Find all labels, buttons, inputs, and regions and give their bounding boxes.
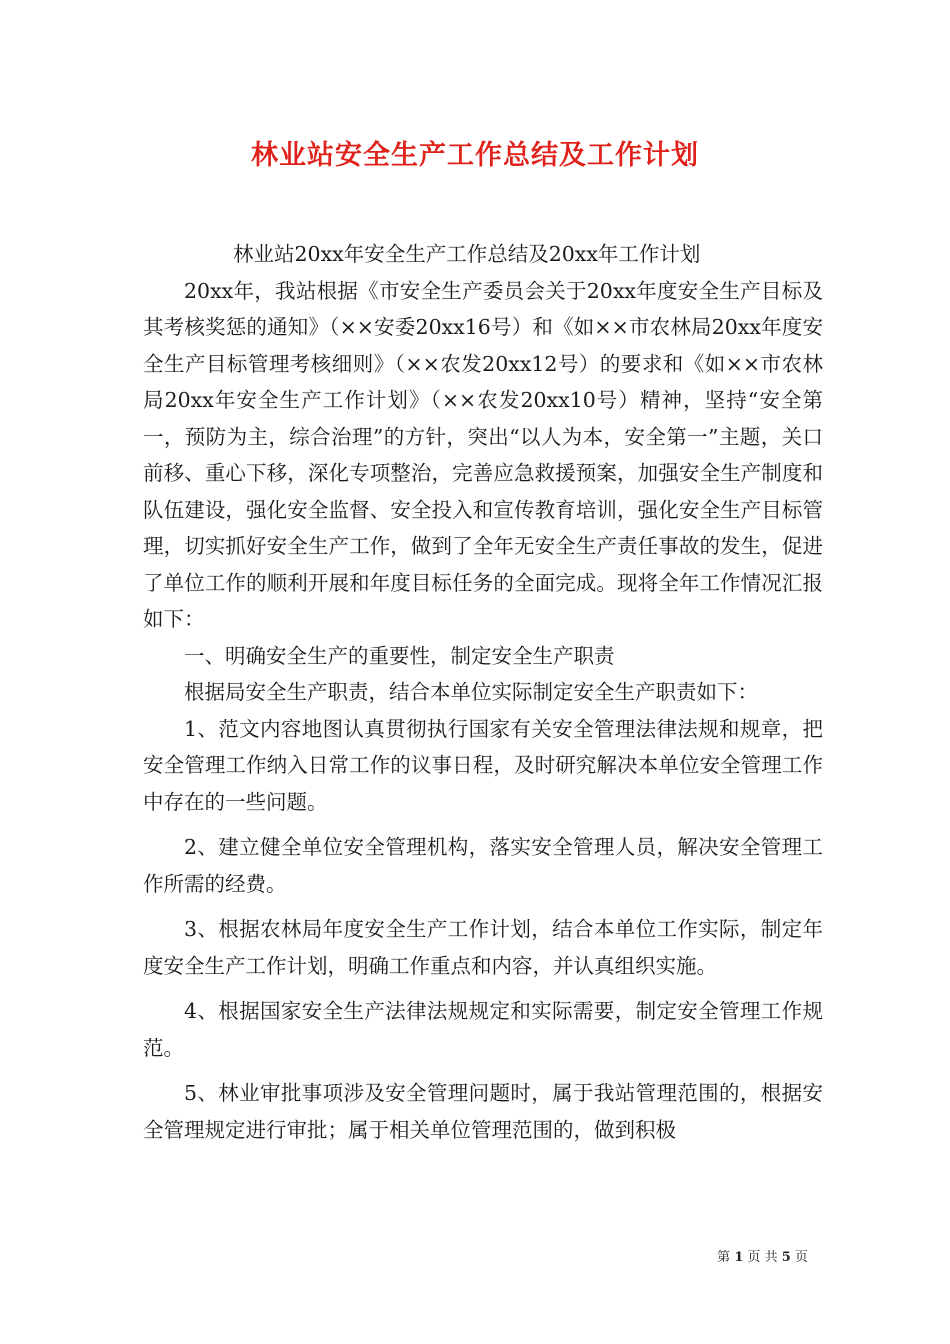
page-number-footer (717, 1246, 808, 1265)
document-subtitle: 林业站20xx年安全生产工作总结及20xx年工作计划 (233, 242, 701, 266)
paragraph: 根据局安全生产职责，结合本单位实际制定安全生产职责如下： (184, 680, 758, 704)
document-body (143, 236, 823, 1148)
section-heading: 一、明确安全生产的重要性，制定安全生产职责 (184, 643, 615, 668)
list-item: 4、根据国家安全生产法律法规规定和实际需要，制定安全管理工作规范。 (143, 999, 823, 1060)
paragraph-intro: 20xx年，我站根据《市安全生产委员会关于20xx年度安全生产目标及其考核奖惩的通知》（××安委20xx16号）和《如××市农林局20xx年度安全生产目标管理考核细则》（××农发20xx12号）的要求和《如××市农林局20xx年安全生产工作计划》（××农发20xx10号）精神，坚持“安全第一，预防为主，综合治理”的方针，突出“以人为本，安全第一”主题，关口前移、重心下移，深化专项整治，完善应急救援预案，加强安全生产制度和队伍建设，强化安全监督、安全投入和宣传教育培训，强化安全生产目标管理，切实抓好安全生产工作，做到了全年无安全生产责任事故的发生，促进了单位工作的顺利开展和年度目标任务的全面完成。现将全年工作情况汇报如下： (143, 278, 823, 631)
list-item: 2、建立健全单位安全管理机构，落实安全管理人员，解决安全管理工作所需的经费。 (143, 835, 823, 896)
document-title: 林业站安全生产工作总结及工作计划 (251, 140, 699, 171)
footer-middle: 页 共 (747, 1250, 778, 1265)
list-item: 1、范文内容地图认真贯彻执行国家有关安全管理法律法规和规章，把安全管理工作纳入日常工作的议事日程，及时研究解决本单位安全管理工作中存在的一些问题。 (143, 716, 823, 814)
list-item: 5、林业审批事项涉及安全管理问题时，属于我站管理范围的，根据安全管理规定进行审批；属于相关单位管理范围的，做到积极 (143, 1081, 823, 1142)
footer-prefix: 第 (717, 1250, 731, 1265)
current-page-number: 1 (734, 1250, 744, 1265)
footer-suffix: 页 (794, 1250, 808, 1265)
total-pages-number: 5 (781, 1250, 791, 1265)
list-item: 3、根据农林局年度安全生产工作计划，结合本单位工作实际，制定年度安全生产工作计划，明确工作重点和内容，并认真组织实施。 (143, 917, 823, 978)
